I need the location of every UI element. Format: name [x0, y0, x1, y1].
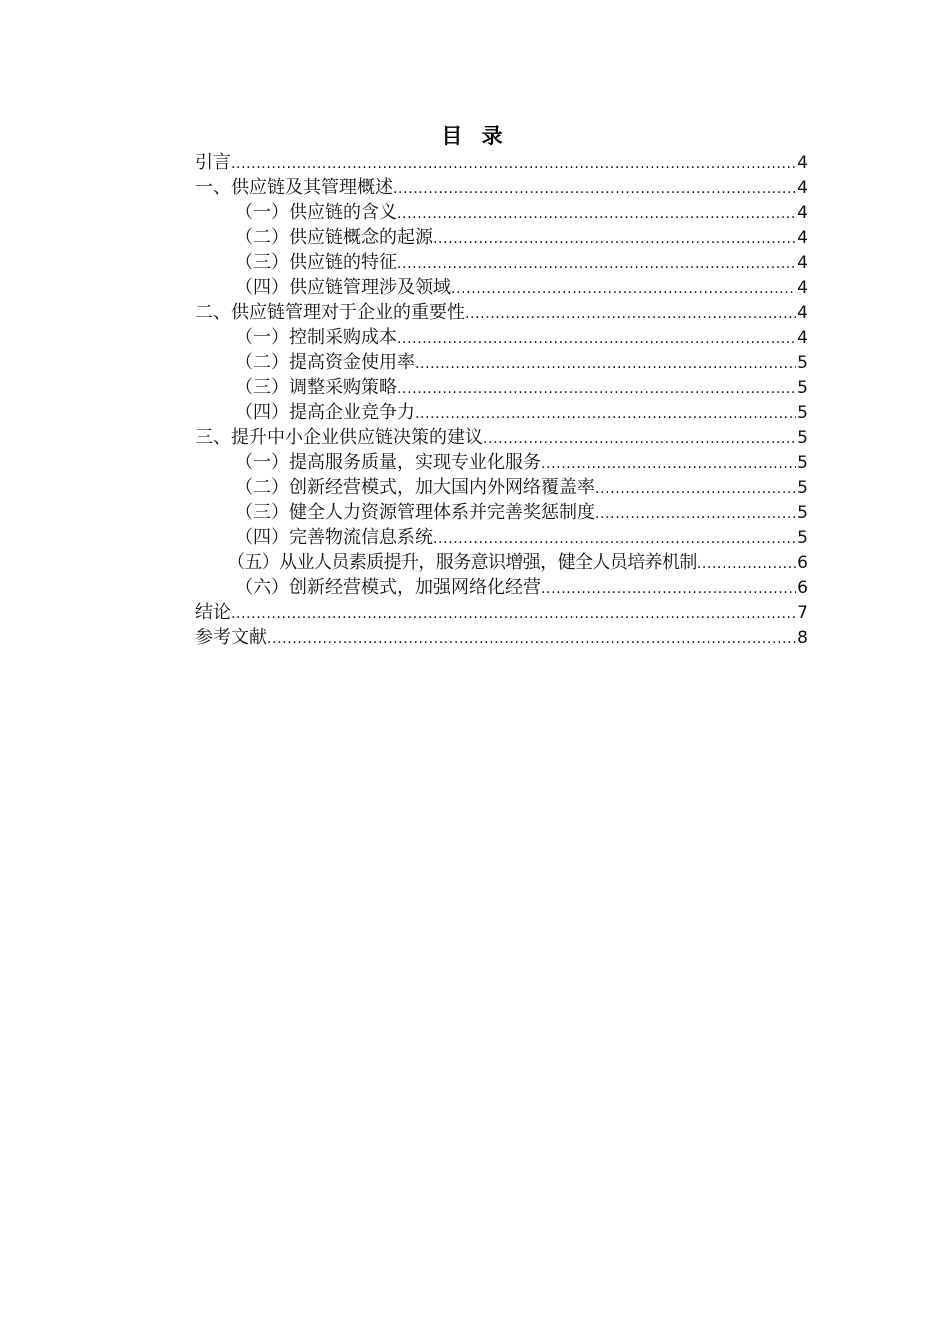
toc-page-number: 6	[797, 578, 808, 598]
toc-entry-text: （三）调整采购策略	[235, 377, 397, 398]
toc-entry-section-1-1[interactable]	[195, 200, 808, 225]
toc-page-number: 4	[797, 328, 808, 348]
toc-page-number: 5	[797, 428, 808, 448]
toc-entry-section-3-4[interactable]	[195, 525, 808, 550]
toc-entry-section-2-2[interactable]	[195, 350, 808, 375]
dot-leader	[397, 252, 796, 277]
dot-leader	[267, 627, 796, 652]
toc-entry-section-2-3[interactable]	[195, 375, 808, 400]
toc-entry-section-1-2[interactable]	[195, 225, 808, 250]
toc-entry-text: （四）供应链管理涉及领域	[235, 277, 451, 298]
dot-leader	[433, 527, 796, 552]
dot-leader	[393, 177, 796, 202]
toc-page-number: 5	[797, 528, 808, 548]
toc-entry-section-2-4[interactable]	[195, 400, 808, 425]
toc-page-number: 5	[797, 478, 808, 498]
toc-page-number: 4	[797, 153, 808, 173]
toc-page-number: 8	[797, 628, 808, 648]
toc-page-number: 4	[797, 278, 808, 298]
toc-entry-text: （六）创新经营模式，加强网络化经营	[235, 577, 541, 598]
toc-entry-section-3-3[interactable]	[195, 500, 808, 525]
toc-page-number: 4	[797, 228, 808, 248]
dot-leader	[541, 452, 796, 477]
toc-entry-text: 结论	[195, 602, 231, 623]
table-of-contents	[195, 150, 808, 650]
toc-entry-section-3-2[interactable]	[195, 475, 808, 500]
toc-entry-text: （四）提高企业竞争力	[235, 402, 415, 423]
toc-page-number: 5	[797, 503, 808, 523]
toc-entry-conclusion[interactable]	[195, 600, 808, 625]
dot-leader	[541, 577, 796, 602]
dot-leader	[397, 377, 796, 402]
toc-entry-chapter-1[interactable]	[195, 175, 808, 200]
toc-page-number: 4	[797, 203, 808, 223]
toc-title: 目 录	[441, 124, 509, 148]
dot-leader	[595, 502, 796, 527]
toc-entry-section-2-1[interactable]	[195, 325, 808, 350]
toc-entry-chapter-3[interactable]	[195, 425, 808, 450]
toc-entry-text: （一）控制采购成本	[235, 327, 397, 348]
toc-entry-references[interactable]	[195, 625, 808, 650]
dot-leader	[415, 352, 796, 377]
toc-entry-text: 一、供应链及其管理概述	[195, 177, 393, 198]
toc-page-number: 5	[797, 378, 808, 398]
toc-page-number: 4	[797, 303, 808, 323]
dot-leader	[231, 152, 796, 177]
toc-entry-section-1-3[interactable]	[195, 250, 808, 275]
dot-leader	[451, 277, 796, 302]
dot-leader	[231, 602, 796, 627]
toc-page-number: 4	[797, 253, 808, 273]
toc-entry-text: 引言	[195, 152, 231, 173]
toc-entry-text: （一）提高服务质量，实现专业化服务	[235, 452, 541, 473]
toc-entry-text: （四）完善物流信息系统	[235, 527, 433, 548]
toc-entry-text: （三）供应链的特征	[235, 252, 397, 273]
toc-entry-chapter-2[interactable]	[195, 300, 808, 325]
toc-page-number: 5	[797, 353, 808, 373]
toc-entry-text: （二）提高资金使用率	[235, 352, 415, 373]
toc-entry-text: 二、供应链管理对于企业的重要性	[195, 302, 465, 323]
dot-leader	[397, 202, 796, 227]
toc-entry-text: （三）健全人力资源管理体系并完善奖惩制度	[235, 502, 595, 523]
toc-page-number: 7	[797, 603, 808, 623]
dot-leader	[465, 302, 796, 327]
toc-page-number: 5	[797, 403, 808, 423]
dot-leader	[483, 427, 796, 452]
toc-entry-text: 参考文献	[195, 627, 267, 648]
toc-entry-text: 三、提升中小企业供应链决策的建议	[195, 427, 483, 448]
dot-leader	[433, 227, 796, 252]
toc-entry-text: （五）从业人员素质提升，服务意识增强，健全人员培养机制	[227, 552, 697, 573]
toc-entry-section-3-6[interactable]	[195, 575, 808, 600]
dot-leader	[697, 552, 796, 577]
toc-page-number: 5	[797, 453, 808, 473]
toc-page-number: 6	[797, 553, 808, 573]
toc-entry-section-3-5[interactable]	[195, 550, 808, 575]
toc-entry-text: （一）供应链的含义	[235, 202, 397, 223]
toc-entry-section-1-4[interactable]	[195, 275, 808, 300]
toc-entry-section-3-1[interactable]	[195, 450, 808, 475]
dot-leader	[595, 477, 796, 502]
toc-page-number: 4	[797, 178, 808, 198]
toc-entry-text: （二）供应链概念的起源	[235, 227, 433, 248]
dot-leader	[415, 402, 796, 427]
dot-leader	[397, 327, 796, 352]
toc-entry-text: （二）创新经营模式，加大国内外网络覆盖率	[235, 477, 595, 498]
toc-entry-introduction[interactable]	[195, 150, 808, 175]
